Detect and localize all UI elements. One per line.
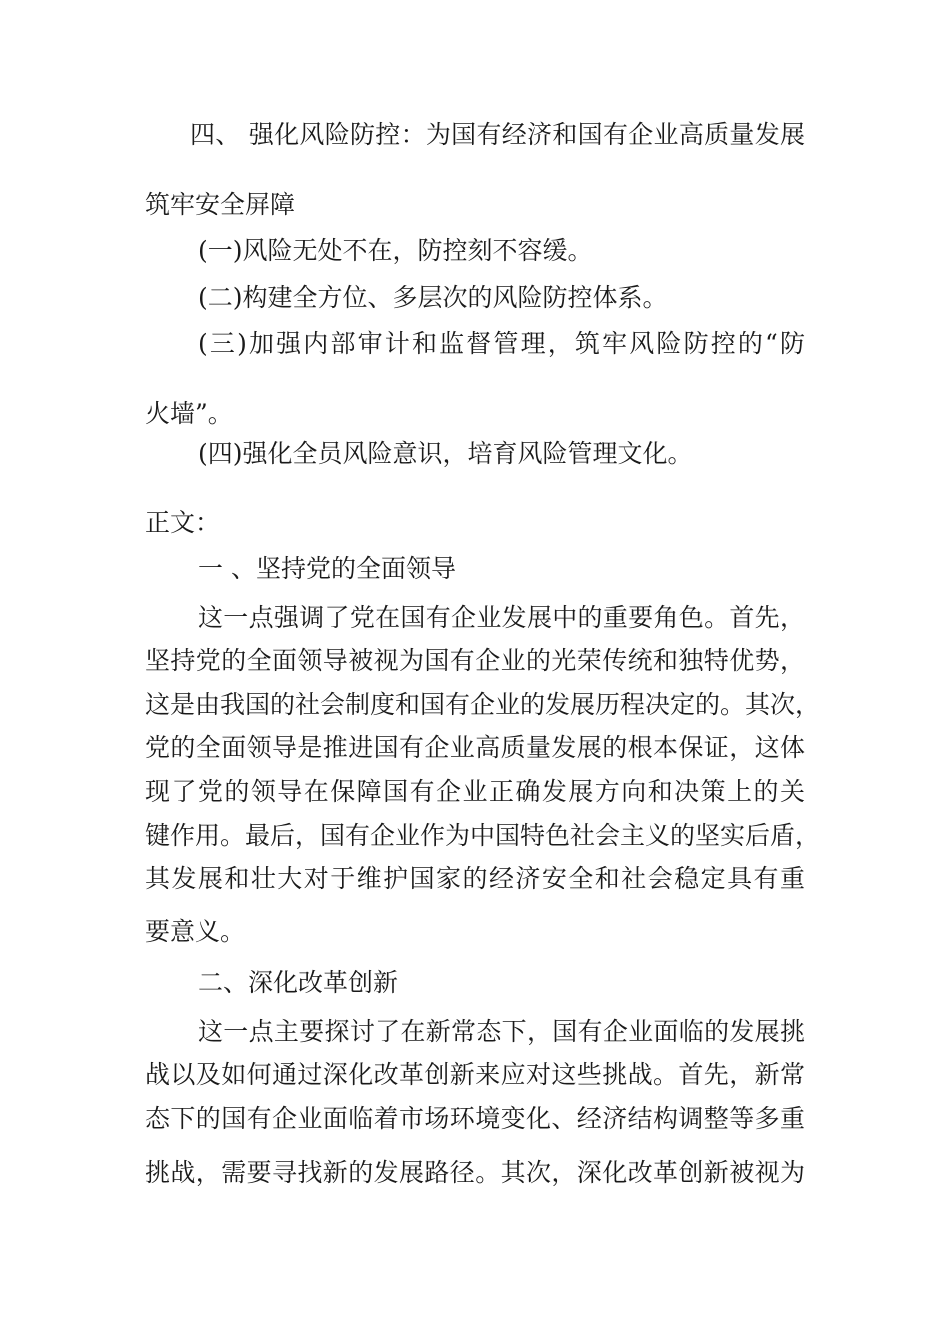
section1-line: 坚持党的全面领导被视为国有企业的光荣传统和独特优势，: [145, 646, 805, 675]
section2-heading: 二、深化改革创新: [198, 968, 399, 997]
outline-item-2: (二)构建全方位、多层次的风险防控体系。: [198, 283, 668, 312]
section1-line: 这一点强调了党在国有企业发展中的重要角色。首先，: [198, 603, 805, 632]
section2-line: 态下的国有企业面临着市场环境变化、经济结构调整等多重: [145, 1104, 805, 1133]
section2-line: 战以及如何通过深化改革创新来应对这些挑战。首先，新常: [145, 1060, 805, 1089]
section2-line: 这一点主要探讨了在新常态下，国有企业面临的发展挑: [198, 1017, 805, 1046]
section1-line: 要意义。: [145, 917, 246, 946]
section1-line: 现了党的领导在保障国有企业正确发展方向和决策上的关: [145, 777, 805, 806]
outline-item-3-line2: 火墙”。: [145, 399, 233, 428]
section2-line: 挑战，需要寻找新的发展路径。其次，深化改革创新被视为: [145, 1158, 805, 1187]
section1-line: 键作用。最后，国有企业作为中国特色社会主义的坚实后盾，: [145, 821, 821, 850]
section1-heading: 一 、坚持党的全面领导: [198, 554, 456, 583]
body-label: 正文：: [145, 508, 221, 537]
section1-line: 其发展和壮大对于维护国家的经济安全和社会稳定具有重: [145, 864, 805, 893]
section4-title-line1: 四、 强化风险防控：为国有经济和国有企业高质量发展: [190, 120, 805, 149]
outline-item-4: (四)强化全员风险意识，培育风险管理文化。: [198, 439, 693, 468]
outline-item-3-line1: (三)加强内部审计和监督管理，筑牢风险防控的“防: [198, 329, 805, 358]
section1-line: 党的全面领导是推进国有企业高质量发展的根本保证，这体: [145, 733, 805, 762]
section1-line: 这是由我国的社会制度和国有企业的发展历程决定的。其次，: [145, 690, 821, 719]
section4-title-line2: 筑牢安全屏障: [145, 190, 296, 219]
outline-item-1: (一)风险无处不在，防控刻不容缓。: [198, 236, 593, 265]
